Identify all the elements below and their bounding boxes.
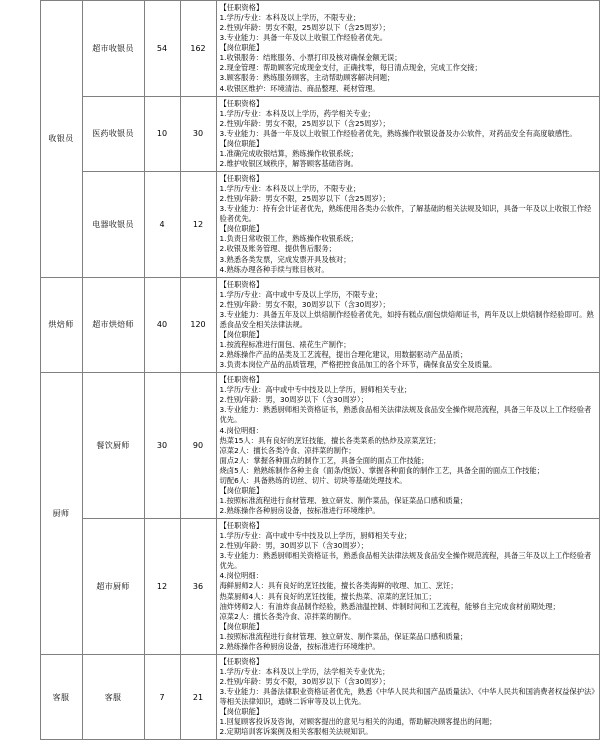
requirement-line: 2.熟练操作各种厨房设备，按标准进行环境维护。 xyxy=(219,641,380,651)
requirement-line: 1.按照标准流程进行食材管理、独立研发、制作菜品，保证菜品口感和质量； xyxy=(219,631,468,641)
requirement-line: 热菜15人：具有良好的烹饪技能，擅长各类菜系的热炒及凉菜烹饪； xyxy=(219,435,441,445)
requirement-line: 【岗位职能】 xyxy=(219,707,264,717)
requirements-cell xyxy=(216,277,600,373)
requirement-line: 面点2人：掌握各种面点的制作工艺，具备全面的面点工作技能； xyxy=(219,455,429,465)
requirement-line: 3.专业能力：持有会计证者优先，熟练使用各类办公软件，了解基础的相关法规及知识，具备一年及以上收银工作经验者优先。 xyxy=(219,204,592,224)
requirement-line: 3.专业能力：具备一年及以上收银工作经验者优先，熟练操作收银设备及办公软件，对药品安全有高度敏感性。 xyxy=(219,128,577,138)
requirements-cell xyxy=(216,96,600,171)
demand-count-cell: 120 xyxy=(180,277,216,373)
requirement-line: 2.性别/年龄：男，30周岁以下（含30周岁）； xyxy=(219,541,368,551)
table-row xyxy=(0,277,600,373)
requirement-line: 【任职资格】 xyxy=(219,3,264,12)
requirement-line: 【岗位职能】 xyxy=(219,224,264,234)
requirement-line: 【岗位职能】 xyxy=(219,43,264,53)
requirements-cell xyxy=(216,172,600,278)
category-cell: 烘焙师 xyxy=(40,277,82,373)
requirement-line: 1.学历/专业：本科及以上学历，不限专业； xyxy=(219,184,361,194)
requirement-line: 1.按流程标准进行面包、裱花生产制作； xyxy=(219,340,351,349)
table-row xyxy=(0,96,600,171)
category-cell: 客服 xyxy=(40,654,82,740)
headcount-cell: 4 xyxy=(144,172,180,278)
requirement-line: 2.熟练操作产品的品类及工艺流程，提出合理化建议，用数据驱动产品品质； xyxy=(219,350,468,360)
post-name-cell: 超市烘焙师 xyxy=(82,277,144,373)
requirement-line: 4.收银区维护：环境清洁、商品整理、耗材管理。 xyxy=(219,83,380,93)
requirement-line: 【任职资格】 xyxy=(219,521,264,531)
table-row xyxy=(0,1,600,97)
demand-count-cell: 90 xyxy=(180,373,216,519)
requirement-line: 2.性别/年龄：男女不限，25周岁以下（含25周岁）； xyxy=(219,23,390,33)
requirement-line: 2.收银及账务管理、提供售后服务； xyxy=(219,244,336,254)
table-row xyxy=(0,172,600,278)
post-name-cell: 餐饮厨师 xyxy=(82,373,144,519)
requirement-line: 【任职资格】 xyxy=(219,98,264,108)
requirement-line: 3.顾客服务：熟练服务顾客，主动帮助顾客解决问题； xyxy=(219,73,395,83)
headcount-cell: 30 xyxy=(144,373,180,519)
left-gutter xyxy=(0,654,40,740)
job-table-body xyxy=(0,1,600,740)
requirement-line: 1.按照标准流程进行食材管理、独立研发、制作菜品，保证菜品口感和质量； xyxy=(219,495,468,505)
requirement-line: 【岗位职能】 xyxy=(219,138,264,148)
demand-count-cell: 36 xyxy=(180,519,216,655)
requirement-line: 油炸烤师2人：有油炸食品制作经验，熟悉油温控制、炸制时间和工艺流程，能够自主完成食材前期处理； xyxy=(219,601,560,611)
requirement-line: 【岗位职能】 xyxy=(219,485,264,495)
requirement-line: 海鲜厨师2人：具有良好的烹饪技能，擅长各类海鲜的收理、加工、烹饪； xyxy=(219,581,458,591)
requirement-line: 切配6人：具备熟练的切丝、切片、切块等基础处理技术。 xyxy=(219,475,407,485)
requirement-line: 1.回复顾客投诉及咨询，对顾客提出的意见与相关的沟通，帮助解决顾客提出的问题； xyxy=(219,717,497,727)
headcount-cell: 40 xyxy=(144,277,180,373)
requirement-line: 2.定期培训客诉案例及相关客服相关法规知识。 xyxy=(219,727,373,737)
demand-count-cell: 162 xyxy=(180,1,216,97)
table-row xyxy=(0,519,600,655)
requirement-line: 烧卤5人：熟熟练制作各种主食（面条/饱饭）、掌握各种面食的制作工艺，具备全面的面点工作技能； xyxy=(219,465,545,475)
requirement-line: 凉菜2人：擅长各类冷食、凉拌菜的制作。 xyxy=(219,611,356,621)
left-gutter xyxy=(0,1,40,97)
requirement-line: 1.学历/专业：本科及以上学历，不限专业； xyxy=(219,13,361,23)
headcount-cell: 12 xyxy=(144,519,180,655)
requirement-line: 2.维护收银区域秩序，解答顾客基础咨询。 xyxy=(219,158,358,168)
requirement-line: 1.准确完成收银结算，熟练操作收银系统； xyxy=(219,148,358,158)
left-gutter xyxy=(0,277,40,373)
requirement-line: 1.学历/专业：高中或中专及以上学历，不限专业； xyxy=(219,289,383,299)
category-cell: 收银员 xyxy=(40,1,82,278)
requirement-line: 2.性别/年龄：男，30周岁以下（含30周岁）； xyxy=(219,395,368,405)
requirement-line: 1.收银服务：结账服务、小票打印及核对确保金额无误； xyxy=(219,53,402,63)
requirements-cell xyxy=(216,519,600,655)
requirement-line: 3.负责本岗位产品的品质管理，严格把控食品加工的各个环节，确保食品安全及质量。 xyxy=(219,360,497,370)
requirement-line: 2.性别/年龄：男女不限，30周岁以下（含30周岁）； xyxy=(219,299,390,309)
requirement-line: 4.岗位明细： xyxy=(219,571,263,581)
requirement-line: 4.熟练办理各种手续与账目核对。 xyxy=(219,264,329,274)
requirement-line: 【任职资格】 xyxy=(219,279,264,289)
table-row xyxy=(0,654,600,740)
category-cell: 厨师 xyxy=(40,373,82,655)
requirement-line: 热菜厨师4人：具有良好的烹饪技能，擅长热菜、凉菜的烹饪加工； xyxy=(219,591,436,601)
requirement-line: 3.专业能力：具备一年及以上收银工作经验者优先。 xyxy=(219,33,387,43)
requirement-line: 1.负责日常收银工作，熟练操作收银系统； xyxy=(219,234,358,244)
requirement-line: 3.专业能力：具备法律职业资格证者优先，熟悉《中华人民共和国产品质量法》、《中华人民共和国消费者权益保护法》等相关法律知识，通晓二诉审等及以上优先。 xyxy=(219,687,595,707)
demand-count-cell: 30 xyxy=(180,96,216,171)
post-name-cell: 客服 xyxy=(82,654,144,740)
requirement-line: 1.学历/专业：本科及以上学历，药学相关专业； xyxy=(219,108,375,118)
requirement-line: 2.性别/年龄：男女不限，25周岁以下（含25周岁）； xyxy=(219,118,390,128)
left-gutter xyxy=(0,96,40,171)
requirement-line: 2.现金管理：帮助顾客完成现金支付，正确找零，每日清点现金，完成工作交接； xyxy=(219,63,482,73)
requirement-line: 1.学历/专业：高中或中专中技及以上学历，厨师相关专业； xyxy=(219,385,412,395)
left-gutter xyxy=(0,172,40,278)
requirement-line: 3.专业能力：熟悉厨师相关资格证书，熟悉食品相关法律法规及食品安全操作规范流程，具备三年及以上工作经验者优先。 xyxy=(219,405,592,425)
demand-count-cell: 12 xyxy=(180,172,216,278)
requirement-line: 2.熟练操作各种厨房设备，按标准进行环境维护。 xyxy=(219,506,380,515)
post-name-cell: 医药收银员 xyxy=(82,96,144,171)
requirement-line: 【任职资格】 xyxy=(219,174,264,183)
requirement-line: 3.熟悉各类发票，完成发票开具及核对； xyxy=(219,254,351,264)
requirements-cell xyxy=(216,654,600,740)
requirement-line: 【岗位职能】 xyxy=(219,621,264,631)
requirement-line: 【岗位职能】 xyxy=(219,329,264,339)
requirement-line: 【任职资格】 xyxy=(219,375,264,385)
headcount-cell: 10 xyxy=(144,96,180,171)
post-name-cell: 超市收银员 xyxy=(82,1,144,97)
requirement-line: 2.性别/年龄：男女不限，30周岁以下（含30周岁）； xyxy=(219,677,390,686)
headcount-cell: 54 xyxy=(144,1,180,97)
requirement-line: 凉菜2人：擅长各类冷食、凉拌菜的制作； xyxy=(219,445,356,455)
requirement-line: 1.学历/专业：本科及以上学历，法学相关专业优先； xyxy=(219,666,390,676)
requirements-cell xyxy=(216,1,600,97)
demand-count-cell: 21 xyxy=(180,654,216,740)
post-name-cell: 超市厨师 xyxy=(82,519,144,655)
post-name-cell: 电器收银员 xyxy=(82,172,144,278)
left-gutter xyxy=(0,373,40,519)
table-row xyxy=(0,373,600,519)
requirements-cell xyxy=(216,373,600,519)
requirement-line: 4.岗位明细： xyxy=(219,425,263,435)
left-gutter xyxy=(0,519,40,655)
requirement-line: 2.性别/年龄：男女不限，25周岁以下（含25周岁）； xyxy=(219,194,390,204)
headcount-cell: 7 xyxy=(144,654,180,740)
requirement-line: 1.学历/专业：高中或中专中技及以上学历，厨师相关专业； xyxy=(219,531,412,541)
requirement-line: 【任职资格】 xyxy=(219,656,264,666)
requirement-line: 3.专业能力：具备五年及以上烘焙制作经验者优先，如持有糕点/面包烘焙师证书，两年及以上烘焙制作经验即可。熟悉食品安全相关法律法规。 xyxy=(219,309,594,329)
requirement-line: 3.专业能力：熟悉厨师相关资格证书，熟悉食品相关法律法规及食品安全操作规范流程，具备三年及以上工作经验者优先。 xyxy=(219,551,592,571)
